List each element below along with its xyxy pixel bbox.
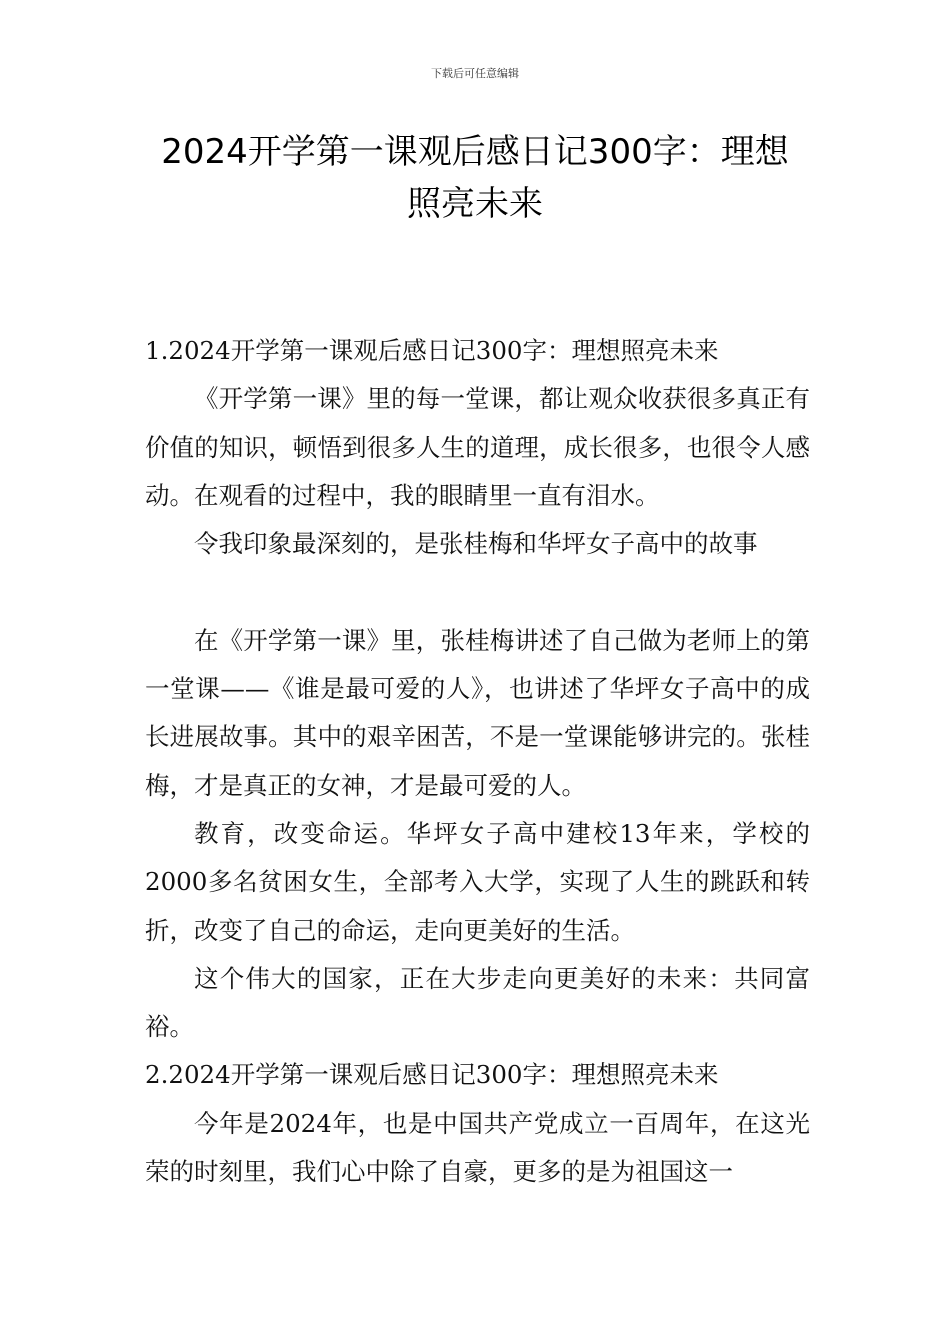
section-1-heading: 1.2024开学第一课观后感日记300字：理想照亮未来 (145, 336, 719, 365)
paragraph-spacer (145, 568, 810, 616)
section-2-paragraph-1: 今年是2024年，也是中国共产党成立一百周年，在这光荣的时刻里，我们心中除了自豪，更多的是为祖国这一 (145, 1108, 810, 1187)
section-1-paragraph-4: 教育，改变命运。华坪女子高中建校13年来，学校的2000多名贫困女生，全部考入大学，实现了人生的跳跃和转折，改变了自己的命运，走向更美好的生活。 (145, 818, 810, 945)
document-title (120, 126, 830, 230)
section-1-paragraph-3: 在《开学第一课》里，张桂梅讲述了自己做为老师上的第一堂课——《谁是最可爱的人》，也讲述了华坪女子高中的成长进展故事。其中的艰辛困苦，不是一堂课能够讲完的。张桂梅，才是真正的女神，才是最可爱的人。 (145, 625, 810, 800)
section-1-paragraph-5: 这个伟大的国家，正在大步走向更美好的未来：共同富裕。 (145, 963, 810, 1042)
section-2-heading: 2.2024开学第一课观后感日记300字：理想照亮未来 (145, 1060, 719, 1090)
document-body (145, 327, 810, 1196)
page-header-note: 下载后可任意编辑 (431, 67, 519, 80)
section-1-paragraph-2: 令我印象最深刻的，是张桂梅和华坪女子高中的故事 (194, 529, 758, 559)
title-line-1: 2024开学第一课观后感日记300字：理想 (161, 132, 789, 172)
title-line-2: 照亮未来 (407, 184, 543, 224)
section-1-paragraph-1: 《开学第一课》里的每一堂课，都让观众收获很多真正有价值的知识，顿悟到很多人生的道理，成长很多，也很令人感动。在观看的过程中，我的眼睛里一直有泪水。 (145, 384, 810, 510)
